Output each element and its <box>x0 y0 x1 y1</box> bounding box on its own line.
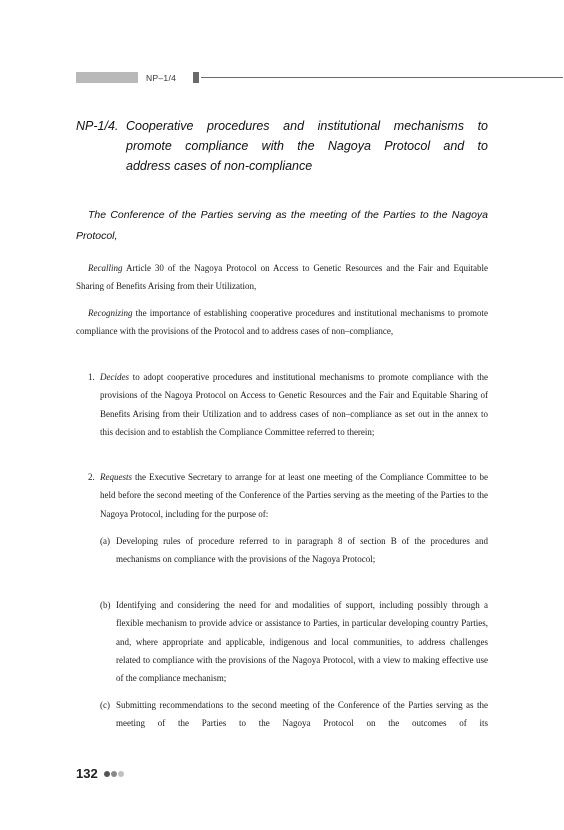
footer-dot-mid <box>111 771 117 777</box>
subitem-label: (b) <box>100 600 111 610</box>
title-line-2: promote compliance with the Nagoya Protocol and to <box>126 139 488 153</box>
item-lead: Decides <box>100 372 129 382</box>
subitem-b: Identifying and considering the need for and modalities of support, including possibly through a flexible mechanism to provide advice or assistance to Parties, in particular developing country Parties, and, where appropriate and applicable, indigenous and local communities, to address challenges related to compliance with the provisions of the Nagoya Protocol, with a view to making effective use of the compliance mechanism; <box>116 600 488 684</box>
item-decides <box>100 368 488 441</box>
header-bar <box>76 72 138 83</box>
recalling-text: Article 30 of the Nagoya Protocol on Access to Genetic Resources and the Fair and Equitable Sharing of Benefits Arising from their Utilization, <box>76 263 488 292</box>
subitem-label: (a) <box>100 536 110 546</box>
subitem-label: (c) <box>100 700 110 710</box>
recognizing-lead: Recognizing <box>88 308 133 318</box>
header-rule <box>201 77 563 78</box>
item-requests <box>100 468 488 523</box>
preamble: The Conference of the Parties serving as the meeting of the Parties to the Nagoya Protocol, <box>76 209 488 242</box>
recalling-paragraph <box>76 259 488 296</box>
item-number: 1. <box>88 372 95 382</box>
item-number: 2. <box>88 472 95 482</box>
item-text: the Executive Secretary to arrange for at least one meeting of the Compliance Committee to be held before the second meeting of the Conference of the Parties serving as the meeting of the Parties to the Nagoya Protocol, including for the purpose of: <box>100 472 488 519</box>
item-text: to adopt cooperative procedures and institutional mechanisms to promote compliance with the provisions of the Nagoya Protocol on Access to Genetic Resources and the Fair and Equitable Sharing of Benefits Arising from their Utilization and to address cases of non–compliance as set out in the annex to this decision and to establish the Compliance Committee referred to therein; <box>100 372 488 437</box>
subitem-c: Submitting recommendations to the second meeting of the Conference of the Parties serving as the meeting of the Parties to the Nagoya Protocol on the outcomes of its <box>116 700 488 729</box>
recalling-lead: Recalling <box>88 263 123 273</box>
page-number: 132 <box>76 766 98 781</box>
title-line-1: Cooperative procedures and institutional mechanisms to <box>126 119 488 133</box>
recognizing-text: the importance of establishing cooperative procedures and institutional mechanisms to promote compliance with the provisions of the Protocol and to address cases of non–compliance, <box>76 308 488 337</box>
decision-number: NP-1/4. <box>76 119 119 133</box>
recognizing-paragraph <box>76 304 488 341</box>
footer-dot-dark <box>104 771 110 777</box>
running-header: NP–1/4 <box>146 73 177 83</box>
subitem-a: Developing rules of procedure referred to in paragraph 8 of section B of the procedures and mechanisms on compliance with the provisions of the Nagoya Protocol; <box>116 536 488 565</box>
footer-dot-light <box>118 771 124 777</box>
header-marker <box>193 72 199 83</box>
title-line-3: address cases of non-compliance <box>126 159 313 173</box>
item-lead: Requests <box>100 472 132 482</box>
